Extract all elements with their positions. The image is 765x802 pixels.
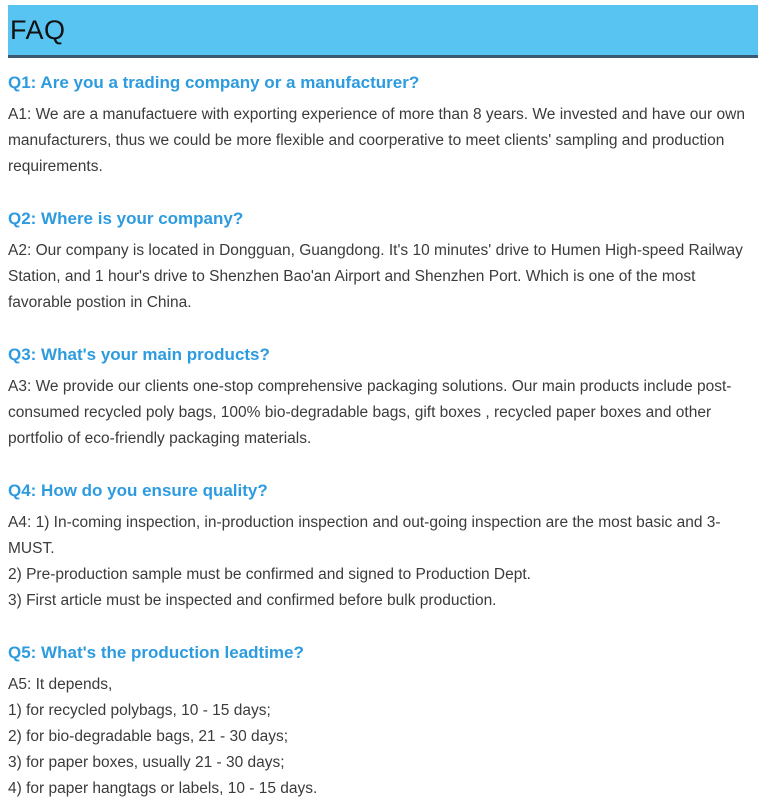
faq-answer (8, 374, 757, 452)
answer-line: 2) for bio-degradable bags, 21 - 30 days; (8, 728, 289, 745)
answer-line: A5: It depends, (8, 676, 113, 693)
faq-answer (8, 510, 757, 614)
faq-question: Q1: Are you a trading company or a manufacturer? (8, 73, 420, 92)
faq-answer (8, 672, 757, 802)
answer-line: A1: We are a manufactuere with exporting experience of more than 8 years. We invested and have our own manufacturers, thus we could be more flexible and coorperative to meet clients' sampling and production requirements. (8, 106, 745, 175)
faq-question: Q3: What's your main products? (8, 345, 270, 364)
answer-line: A3: We provide our clients one-stop comprehensive packaging solutions. Our main products include post-consumed recycled poly bags, 100% bio-degradable bags, gift boxes , recycled paper boxes and other portfolio of eco-friendly packaging materials. (8, 378, 732, 447)
faq-answer (8, 102, 757, 180)
answer-line: 3) for paper boxes, usually 21 - 30 days; (8, 754, 285, 771)
answer-line: A2: Our company is located in Dongguan, Guangdong. It's 10 minutes' drive to Humen High-speed Railway Station, and 1 hour's drive to Shenzhen Bao'an Airport and Shenzhen Port. Which is one of the most favorable postion in China. (8, 242, 743, 311)
faq-section (8, 643, 757, 802)
faq-section (8, 73, 757, 180)
answer-line: 3) First article must be inspected and confirmed before bulk production. (8, 592, 497, 609)
answer-line: 1) for recycled polybags, 10 - 15 days; (8, 702, 271, 719)
faq-header-bar (8, 5, 758, 58)
faq-question: Q2: Where is your company? (8, 209, 244, 228)
page-title: FAQ (10, 14, 66, 45)
faq-list (0, 73, 765, 802)
faq-section (8, 345, 757, 452)
answer-line: 4) for paper hangtags or labels, 10 - 15 days. (8, 780, 318, 797)
answer-line: A4: 1) In-coming inspection, in-production inspection and out-going inspection are the most basic and 3-MUST. (8, 514, 721, 557)
faq-question: Q5: What's the production leadtime? (8, 643, 304, 662)
faq-section (8, 209, 757, 316)
faq-answer (8, 238, 757, 316)
faq-question: Q4: How do you ensure quality? (8, 481, 268, 500)
faq-section (8, 481, 757, 614)
answer-line: 2) Pre-production sample must be confirmed and signed to Production Dept. (8, 566, 531, 583)
